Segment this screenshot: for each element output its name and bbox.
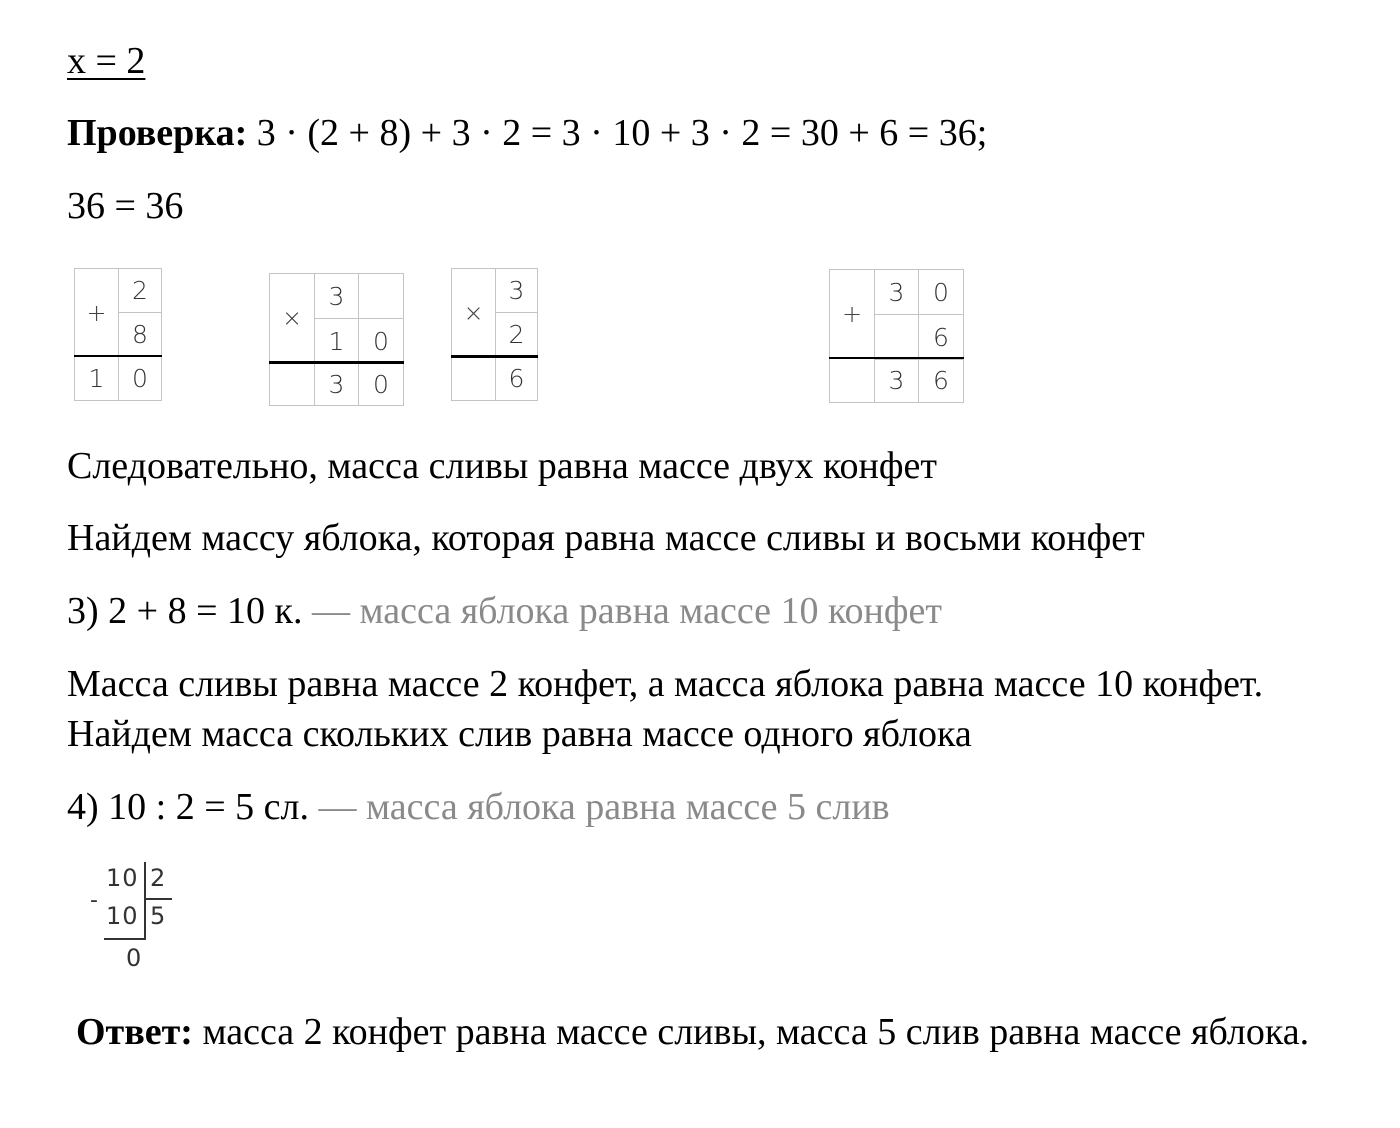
- factor-digit: 0: [358, 318, 404, 364]
- addend-digit: 8: [118, 312, 162, 357]
- step-3: [67, 588, 942, 634]
- factor-digit: 3: [495, 268, 538, 313]
- division-vertical-line: [144, 862, 146, 938]
- quotient: 5: [150, 902, 167, 930]
- column-addition-1: [74, 268, 162, 401]
- subtrahend: 10: [106, 902, 139, 930]
- quotient-line: [144, 898, 172, 900]
- long-division: [88, 862, 178, 974]
- step-4-note: — масса яблока равна массе 5 слив: [308, 786, 890, 828]
- column-multiplication-2: [451, 268, 538, 401]
- plus-sign: +: [74, 268, 119, 357]
- product-line: [269, 361, 404, 364]
- factor-digit: 1: [314, 318, 359, 364]
- empty-cell: [829, 358, 875, 403]
- times-sign: ×: [269, 273, 315, 363]
- answer-text: масса 2 конфет равна массе сливы, масса 5 слив равна массе яблока.: [192, 1011, 1310, 1053]
- sum-line: [74, 355, 162, 357]
- answer: [76, 1008, 1366, 1056]
- addend-digit: 2: [118, 268, 162, 313]
- column-addition-2: [829, 269, 964, 403]
- x-result: x = 2: [67, 40, 146, 82]
- result-digit: 6: [918, 358, 964, 403]
- conclusion-text: Следовательно, масса сливы равна массе двух конфет: [67, 445, 937, 487]
- summary-line-1: Масса сливы равна массе 2 конфет, а масса яблока равна массе 10 конфет.: [67, 663, 1264, 705]
- plus-sign: +: [829, 269, 875, 359]
- divisor: 2: [150, 864, 167, 892]
- minus-sign: -: [90, 888, 99, 913]
- check-line: [67, 110, 987, 156]
- empty-cell: [451, 356, 496, 401]
- sum-line: [829, 357, 964, 359]
- addend-digit: 6: [918, 314, 964, 360]
- result-digit: 3: [874, 358, 919, 403]
- addend-digit: [874, 314, 919, 360]
- addend-digit: 3: [874, 269, 919, 315]
- dividend: 10: [106, 864, 139, 892]
- empty-cell: [269, 362, 315, 406]
- step-4: [67, 784, 890, 830]
- step-3-expression: 3) 2 + 8 = 10 к.: [67, 590, 303, 632]
- subtraction-line: [104, 938, 146, 940]
- times-sign: ×: [451, 268, 496, 357]
- check-equality: 36 = 36: [67, 185, 184, 227]
- step-4-expression: 4) 10 : 2 = 5 сл.: [67, 786, 309, 828]
- result-digit: 6: [495, 356, 538, 401]
- product-line: [451, 355, 538, 358]
- answer-label: Ответ:: [76, 1011, 193, 1053]
- result-digit: 0: [358, 362, 404, 406]
- remainder: 0: [126, 944, 143, 972]
- factor-digit: [358, 273, 404, 319]
- check-label: Проверка:: [67, 112, 248, 154]
- factor-digit: 3: [314, 273, 359, 319]
- find-apple-text: Найдем массу яблока, которая равна массе сливы и восьми конфет: [67, 517, 1145, 559]
- summary-line-2: Найдем масса скольких слив равна массе одного яблока: [67, 713, 972, 755]
- column-multiplication-1: [269, 273, 404, 406]
- result-digit: 1: [74, 356, 119, 401]
- check-expression: 3 · (2 + 8) + 3 · 2 = 3 · 10 + 3 · 2 = 30 + 6 = 36;: [247, 112, 988, 154]
- result-digit: 3: [314, 362, 359, 406]
- step-3-note: — масса яблока равна массе 10 конфет: [302, 590, 942, 632]
- result-digit: 0: [118, 356, 162, 401]
- addend-digit: 0: [918, 269, 964, 315]
- factor-digit: 2: [495, 312, 538, 357]
